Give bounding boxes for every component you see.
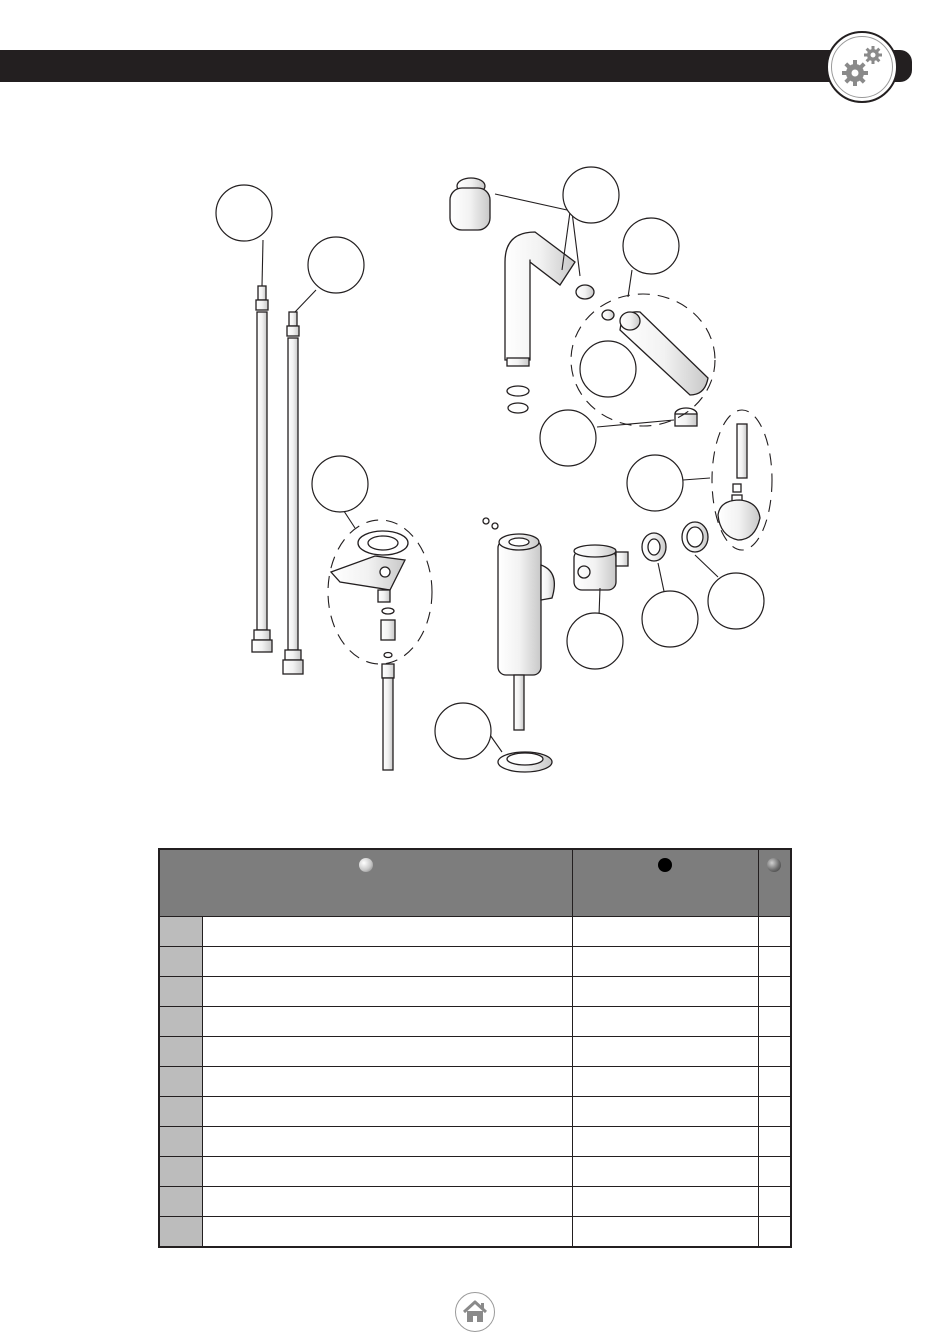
callout-circle <box>580 341 636 397</box>
finish-column-chrome <box>159 849 572 917</box>
gunmetal-swatch-icon <box>767 858 781 872</box>
base-gasket <box>498 752 552 772</box>
table-cell-desc <box>203 977 573 1007</box>
callout-circle <box>563 167 619 223</box>
tap-body <box>483 518 554 730</box>
callout-circle <box>642 591 698 647</box>
table-row <box>159 1067 791 1097</box>
home-button[interactable] <box>455 1292 495 1332</box>
parts-table-header <box>159 849 791 917</box>
table-cell-desc <box>203 917 573 947</box>
table-cell-desc <box>203 1187 573 1217</box>
flex-hose-left <box>252 286 272 652</box>
table-cell-num <box>159 947 203 977</box>
table-cell-desc <box>203 1097 573 1127</box>
table-cell-num <box>159 1187 203 1217</box>
table-cell-num <box>159 1097 203 1127</box>
table-cell-num <box>159 1067 203 1097</box>
table-cell-num <box>159 977 203 1007</box>
table-cell-num <box>159 1127 203 1157</box>
table-cell-code-gunmetal <box>758 1187 791 1217</box>
mounting-bracket <box>331 531 408 770</box>
callout-circle <box>216 185 272 241</box>
table-cell-code-gunmetal <box>758 1157 791 1187</box>
table-cell-code-black <box>572 947 758 977</box>
table-cell-desc <box>203 1007 573 1037</box>
table-cell-code-gunmetal <box>758 1217 791 1248</box>
table-cell-code-gunmetal <box>758 947 791 977</box>
table-cell-code-black <box>572 1187 758 1217</box>
table-cell-num <box>159 1007 203 1037</box>
table-row <box>159 1187 791 1217</box>
finish-column-gunmetal <box>758 849 791 917</box>
table-cell-code-black <box>572 1097 758 1127</box>
callout-circle <box>540 410 596 466</box>
table-row <box>159 1217 791 1248</box>
table-cell-desc <box>203 1127 573 1157</box>
table-cell-code-black <box>572 1067 758 1097</box>
table-row <box>159 977 791 1007</box>
table-row <box>159 1127 791 1157</box>
table-row <box>159 1097 791 1127</box>
table-row <box>159 947 791 977</box>
table-cell-code-gunmetal <box>758 1037 791 1067</box>
chrome-swatch-icon <box>359 858 373 872</box>
table-cell-desc <box>203 1157 573 1187</box>
black-swatch-icon <box>658 858 672 872</box>
table-cell-code-black <box>572 1127 758 1157</box>
table-cell-code-gunmetal <box>758 1127 791 1157</box>
table-cell-num <box>159 917 203 947</box>
table-cell-desc <box>203 1217 573 1248</box>
table-cell-code-black <box>572 1157 758 1187</box>
table-cell-code-gunmetal <box>758 977 791 1007</box>
parts-table-body <box>159 917 791 1248</box>
callout-circle <box>627 455 683 511</box>
table-cell-desc <box>203 1037 573 1067</box>
table-cell-code-black <box>572 1007 758 1037</box>
cartridge-nut <box>642 533 666 561</box>
parts-table <box>158 848 792 1248</box>
table-cell-code-black <box>572 1217 758 1248</box>
home-icon <box>456 1293 494 1331</box>
table-cell-code-gunmetal <box>758 917 791 947</box>
table-row <box>159 1007 791 1037</box>
table-cell-code-black <box>572 917 758 947</box>
table-row <box>159 1037 791 1067</box>
table-cell-code-gunmetal <box>758 1067 791 1097</box>
table-cell-desc <box>203 1067 573 1097</box>
callout-circle <box>312 456 368 512</box>
aerator <box>450 178 490 230</box>
table-cell-num <box>159 1217 203 1248</box>
table-row <box>159 1157 791 1187</box>
callout-circle <box>567 613 623 669</box>
callout-circle <box>623 218 679 274</box>
callout-circle <box>435 703 491 759</box>
flex-hose-right <box>283 312 303 674</box>
table-cell-code-black <box>572 1037 758 1067</box>
table-cell-code-black <box>572 977 758 1007</box>
table-cell-code-gunmetal <box>758 1097 791 1127</box>
cover-ring <box>682 522 708 552</box>
spout <box>505 232 594 413</box>
handle <box>718 424 760 540</box>
table-cell-num <box>159 1037 203 1067</box>
table-cell-num <box>159 1157 203 1187</box>
callout-circle <box>308 237 364 293</box>
finish-column-black <box>572 849 758 917</box>
table-cell-code-gunmetal <box>758 1007 791 1037</box>
callout-circle <box>708 573 764 629</box>
table-cell-desc <box>203 947 573 977</box>
cartridge <box>574 545 628 590</box>
table-row <box>159 917 791 947</box>
